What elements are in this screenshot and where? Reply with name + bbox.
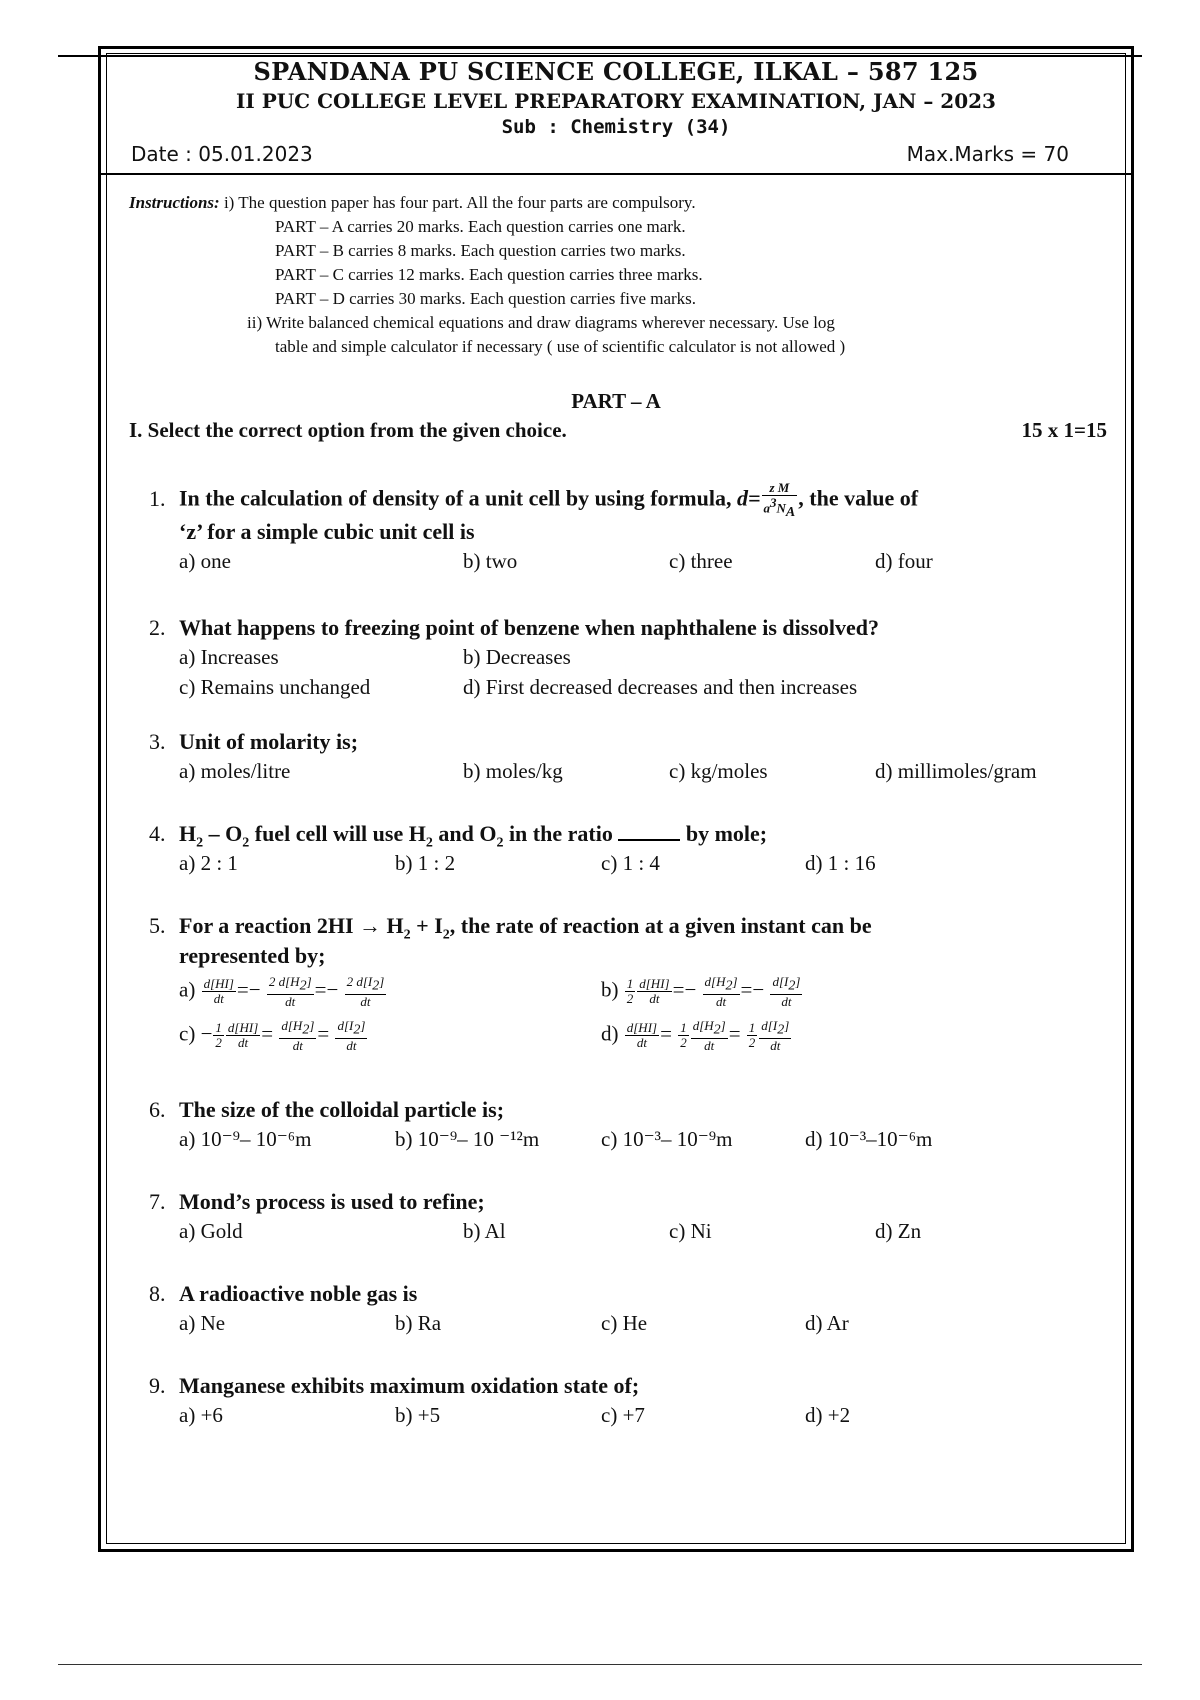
exam-header — [101, 49, 1131, 175]
question-text-line2: represented by; — [179, 943, 326, 968]
option-a: a) Gold — [179, 1219, 243, 1243]
option-a: a) 10⁻⁹– 10⁻⁶m — [179, 1127, 312, 1151]
question-text: In the calculation of density of a unit cell by using formula, — [179, 485, 732, 511]
option-d: d) +2 — [805, 1403, 851, 1427]
option-c: c) Remains unchanged — [179, 675, 371, 699]
option-b: b) 10⁻⁹– 10 ⁻¹²m — [395, 1127, 540, 1151]
option-d: d) First decreased decreases and then increases — [463, 675, 858, 699]
section-marks: 15 x 1=15 — [1021, 418, 1107, 442]
option-d: d) 10⁻³–10⁻⁶m — [805, 1127, 933, 1151]
option-c: c) He — [601, 1311, 648, 1335]
option-c: c) 1 : 4 — [601, 851, 660, 875]
question-text: Mond’s process is used to refine; — [179, 1189, 485, 1214]
part-title: PART – A — [571, 389, 661, 413]
answer-blank — [618, 839, 680, 841]
question-text-line2: ‘z’ for a simple cubic unit cell is — [179, 519, 475, 544]
formula-d: d= — [736, 485, 761, 511]
question-number: 3. — [149, 729, 166, 754]
fraction-numerator: z M — [762, 481, 798, 496]
option-d: d) Zn — [875, 1219, 922, 1243]
density-fraction — [762, 481, 798, 520]
option-b: b) +5 — [395, 1403, 441, 1427]
fraction-denominator: $a^3N_A$ — [763, 495, 796, 520]
option-b: b) $\frac{1}{2}$ $\frac{d[HI]}{dt}$ =− $\frac{d[H_2]}{dt}$ =− $\frac{d[I_2]}{dt}$ — [601, 974, 801, 1009]
option-a: a) 2 : 1 — [179, 851, 238, 875]
bottom-rule — [58, 1664, 1142, 1665]
option-c: c) kg/moles — [669, 759, 768, 783]
option-b: b) 1 : 2 — [395, 851, 456, 875]
instruction-part-c: PART – C carries 12 marks. Each question carries three marks. — [275, 265, 703, 284]
option-c: c) +7 — [601, 1403, 645, 1427]
option-a: a) $\frac{d[HI]}{dt}$ =− $\frac{2 d[H_2]}{dt}$ =− $\frac{2 d[I_2]}{dt}$ — [179, 974, 385, 1009]
option-a: a) Ne — [179, 1311, 226, 1335]
question-text: Manganese exhibits maximum oxidation state of; — [179, 1373, 640, 1398]
option-d: d) millimoles/gram — [875, 759, 1037, 783]
option-b: b) moles/kg — [463, 759, 563, 783]
college-name: SPANDANA PU SCIENCE COLLEGE, ILKAL – 587 125 — [253, 57, 979, 86]
option-c: c) three — [669, 549, 733, 573]
question-text: A radioactive noble gas is — [179, 1281, 418, 1306]
question-number: 6. — [149, 1097, 166, 1122]
question-number: 7. — [149, 1189, 166, 1214]
option-a: a) moles/litre — [179, 759, 291, 783]
instruction-ii-line2: table and simple calculator if necessary ( use of scientific calculator is not allowed ) — [275, 337, 846, 356]
option-b: b) two — [463, 549, 518, 573]
subject-line: Sub : Chemistry (34) — [501, 116, 731, 138]
option-a: a) one — [179, 549, 231, 573]
option-c: c) 10⁻³– 10⁻⁹m — [601, 1127, 733, 1151]
instructions-label: Instructions: — [129, 193, 220, 212]
option-d: d) Ar — [805, 1311, 849, 1335]
option-d: d) four — [875, 549, 933, 573]
option-d: d) $\frac{d[HI]}{dt}$ = $\frac{1}{2}$ $\frac{d[H_2]}{dt}$ = $\frac{1}{2}$ $\frac{d[I_2]}{dt}$ — [601, 1018, 790, 1053]
question-number: 9. — [149, 1373, 166, 1398]
option-b: b) Ra — [395, 1311, 442, 1335]
option-c: c) Ni — [669, 1219, 712, 1243]
instruction-part-d: PART – D carries 30 marks. Each question carries five marks. — [275, 289, 697, 308]
instruction-part-b: PART – B carries 8 marks. Each question carries two marks. — [275, 241, 686, 260]
question-text: The size of the colloidal particle is; — [179, 1097, 505, 1122]
option-a: a) Increases — [179, 645, 279, 669]
instruction-i: i) The question paper has four part. All the four parts are compulsory. — [223, 193, 696, 212]
question-number: 2. — [149, 615, 166, 640]
question-number: 5. — [149, 913, 166, 938]
instruction-part-a: PART – A carries 20 marks. Each question carries one mark. — [275, 217, 686, 236]
question-text: Unit of molarity is; — [179, 729, 359, 754]
option-b: b) Decreases — [463, 645, 571, 669]
option-c: c) − $\frac{1}{2}$ $\frac{d[HI]}{dt}$ = $\frac{d[H_2]}{dt}$ = $\frac{d[I_2]}{dt}$ — [179, 1018, 366, 1053]
option-b: b) Al — [463, 1219, 506, 1243]
instruction-ii-line1: ii) Write balanced chemical equations and draw diagrams wherever necessary. Use log — [247, 313, 835, 332]
exam-date: Date : 05.01.2023 — [131, 142, 313, 166]
question-number: 8. — [149, 1281, 166, 1306]
option-a: a) +6 — [179, 1403, 223, 1427]
question-text: What happens to freezing point of benzene when naphthalene is dissolved? — [179, 615, 880, 640]
section-title: I. Select the correct option from the given choice. — [129, 418, 567, 442]
max-marks: Max.Marks = 70 — [906, 142, 1069, 166]
page-border: SPANDANA PU SCIENCE COLLEGE, ILKAL – 587 125 II PUC COLLEGE LEVEL PREPARATORY EXAMINATION, JAN – 2023 Sub : Chemistry (34) Date : 05.01.2023 Max.Marks = 70 Instructions: i) The question paper has four part. All the four parts are compulsory. PART – A carries 20 marks. Each question carries one mark. PART – B carries 8 marks. Each question carries two marks. PART – C carries 12 marks. Each question carries three marks. PART – D carries 30 marks. Each question carries five marks. ii) Write balanced chemical equations and draw diagrams wherever necessary. Use log table and simple calculator if necessary ( use of scientific calculator is not allowed ) PART – A I. Select the correct option from the given choice. 15 x 1=15 1. In the calculation of density of a unit cell by using formula, d= $\frac{\text{z M}}{a^3N_A}$ , the value of ‘z’ for a simple cubic unit cell is a) one b) two c) three d) four 2. What happens to freezing point of benzene when naphthalene is dissolved? a) Increases b) Decreases c) Remains unchanged d) First decreased decreases and then increases 3. Unit of molarity is; a) moles/litre b) moles/kg c) kg/moles d) millimoles/gram 4. $H_2 - O_2$ fuel cell will use $H_2$ and $O_2$ in the ratio by mole; a) 2 : 1 b) 1 : 2 c) 1 : 4 d) 1 : 16 5. For a reaction $2HI \to H_2 + I_2$, the rate of reaction at a given instant can be represented by; a) $\frac{d[HI]}{dt}$ =− $\frac{2 d[H_2]}{dt}$ =− $\frac{2 d[I_2]}{dt}$ b) $\frac{1}{2}$ $\frac{d[HI]}{dt}$ =− $\frac{d[H_2]}{dt}$ =− $\frac{d[I_2]}{dt}$ c) − $\frac{1}{2}$ $\frac{d[HI]}{dt}$ = $\frac{d[H_2]}{dt}$ = $\frac{d[I_2]}{dt}$ d) $\frac{d[HI]}{dt}$ = $\frac{1}{2}$ $\frac{d[H_2]}{dt}$ = $\frac{1}{2}$ $\frac{d[I_2]}{dt}$ 6. The size of the colloidal particle is; a) 10⁻⁹– 10⁻⁶m b) 10⁻⁹– 10 ⁻¹²m c) 10⁻³– 10⁻⁹m d) 10⁻³–10⁻⁶m 7. Mond’s process is used to refine; a) Gold b) Al c) Ni d) Zn 8. A radioactive noble gas is a) Ne b) Ra c) He d) Ar 9. Manganese exhibits maximum oxidation state of; a) +6 b) +5 c) +7 d) +2 — [98, 46, 1134, 1552]
exam-title: II PUC COLLEGE LEVEL PREPARATORY EXAMINATION, JAN – 2023 — [236, 89, 996, 113]
question-text-tail: , the value of — [798, 485, 919, 511]
option-d: d) 1 : 16 — [805, 851, 876, 875]
question-number: 4. — [149, 821, 166, 846]
question-number: 1. — [149, 485, 166, 511]
